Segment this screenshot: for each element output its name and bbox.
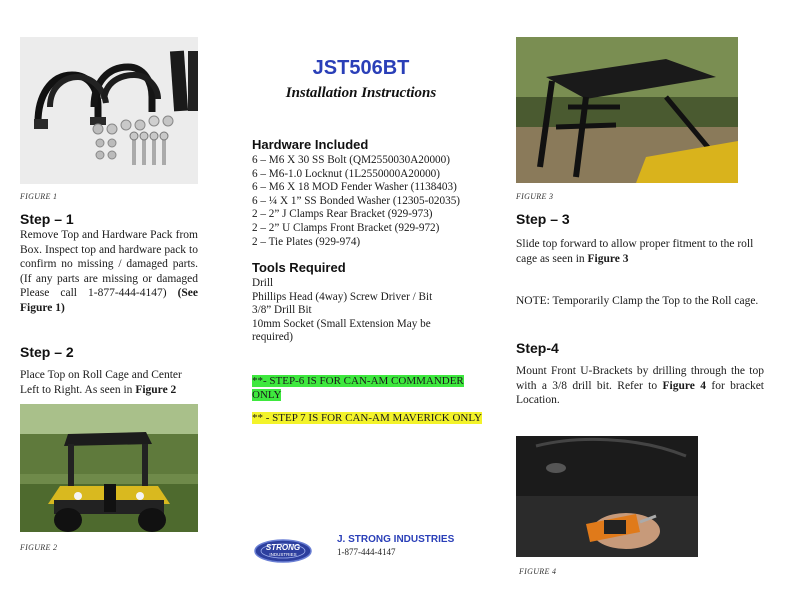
figure-4-caption: FIGURE 4 [519,567,557,576]
step-4-figure-ref: Figure 4 [662,379,706,392]
company-logo [254,539,312,563]
maverick-note-text: ** - STEP 7 IS FOR CAN-AM MAVERICK ONLY [252,412,482,424]
step-2-figure-ref: Figure 2 [135,383,177,396]
tool-item: Phillips Head (4way) Screw Driver / Bit [252,290,433,303]
hardware-item: 6 – ¼ X 1” SS Bonded Washer (12305-02035) [252,194,461,207]
hardware-item: 2 – Tie Plates (929-974) [252,235,361,248]
step-4-body-a: Mount Front U-Brackets by drilling through the top with a 3/8 drill bit. Refer to [516,365,764,392]
commander-note-line-2: ONLY [252,388,282,401]
logo-subtext: INDUSTRIES [269,552,297,557]
step-4-heading: Step-4 [516,340,559,356]
tools-heading: Tools Required [252,260,346,275]
hardware-item: 6 – M6-1.0 Locknut (1L2550000A20000) [252,167,440,180]
step-3-figure-ref: Figure 3 [587,252,629,265]
hardware-heading: Hardware Included [252,137,369,152]
tool-item: 3/8” Drill Bit [252,304,312,317]
document-subtitle: Installation Instructions [285,85,437,101]
tools-section [252,260,462,345]
step-1-body: Remove Top and Hardware Pack from Box. Inspect top and hardware pack to confirm no missing / damaged parts. (If any parts are missing or damaged Please call 1-877-444-4147) [20,229,198,299]
step-3-heading: Step – 3 [516,211,570,227]
logo-text: STRONG [265,543,301,552]
figure-3-caption: FIGURE 3 [516,192,554,201]
figure-3-photo [516,37,738,183]
step-1-heading: Step – 1 [20,211,74,227]
step-1-figure-ref: (See Figure 1) [20,287,198,314]
tool-item: 10mm Socket (Small Extension May be required) [252,317,431,344]
step-2-text [20,368,202,397]
vehicle-front-illustration [20,404,198,532]
figure-4-photo [516,436,698,557]
tool-item: Drill [252,277,274,289]
hardware-item: 2 – 2” U Clamps Front Bracket (929-972) [252,221,440,234]
figure-2-caption: FIGURE 2 [20,543,58,552]
document-title: JST506BT [312,57,410,79]
step-4-text [516,364,764,408]
figure-1-caption: FIGURE 1 [20,192,58,201]
hardware-illustration [20,37,198,184]
figure-1-photo [20,37,198,184]
maverick-note [252,412,482,426]
step-3-note: NOTE: Temporarily Clamp the Top to the Roll cage. [516,295,759,307]
step-2-body: Place Top on Roll Cage and Center Left to Right. As seen in [20,369,182,396]
step-2-heading: Step – 2 [20,344,74,360]
step-3-body: Slide top forward to allow proper fitment to the roll cage as seen in [516,238,754,265]
roll-cage-illustration [516,37,738,183]
hardware-item: 6 – M6 X 30 SS Bolt (QM2550030A20000) [252,154,450,166]
step-4-body-b: for bracket Location. [516,379,764,406]
company-phone: 1-877-444-4147 [337,547,396,557]
hardware-section [252,137,476,249]
step-1-text [20,228,198,315]
drilling-illustration [516,436,698,557]
step-3-text [516,237,772,266]
company-name: J. STRONG INDUSTRIES [337,534,455,545]
hardware-item: 2 – 2” J Clamps Rear Bracket (929-973) [252,208,433,221]
commander-note [252,375,464,402]
commander-note-line-1: **- STEP-6 IS FOR CAN-AM COMMANDER [252,375,464,387]
hardware-item: 6 – M6 X 18 MOD Fender Washer (1138403) [252,181,457,194]
figure-2-photo [20,404,198,532]
